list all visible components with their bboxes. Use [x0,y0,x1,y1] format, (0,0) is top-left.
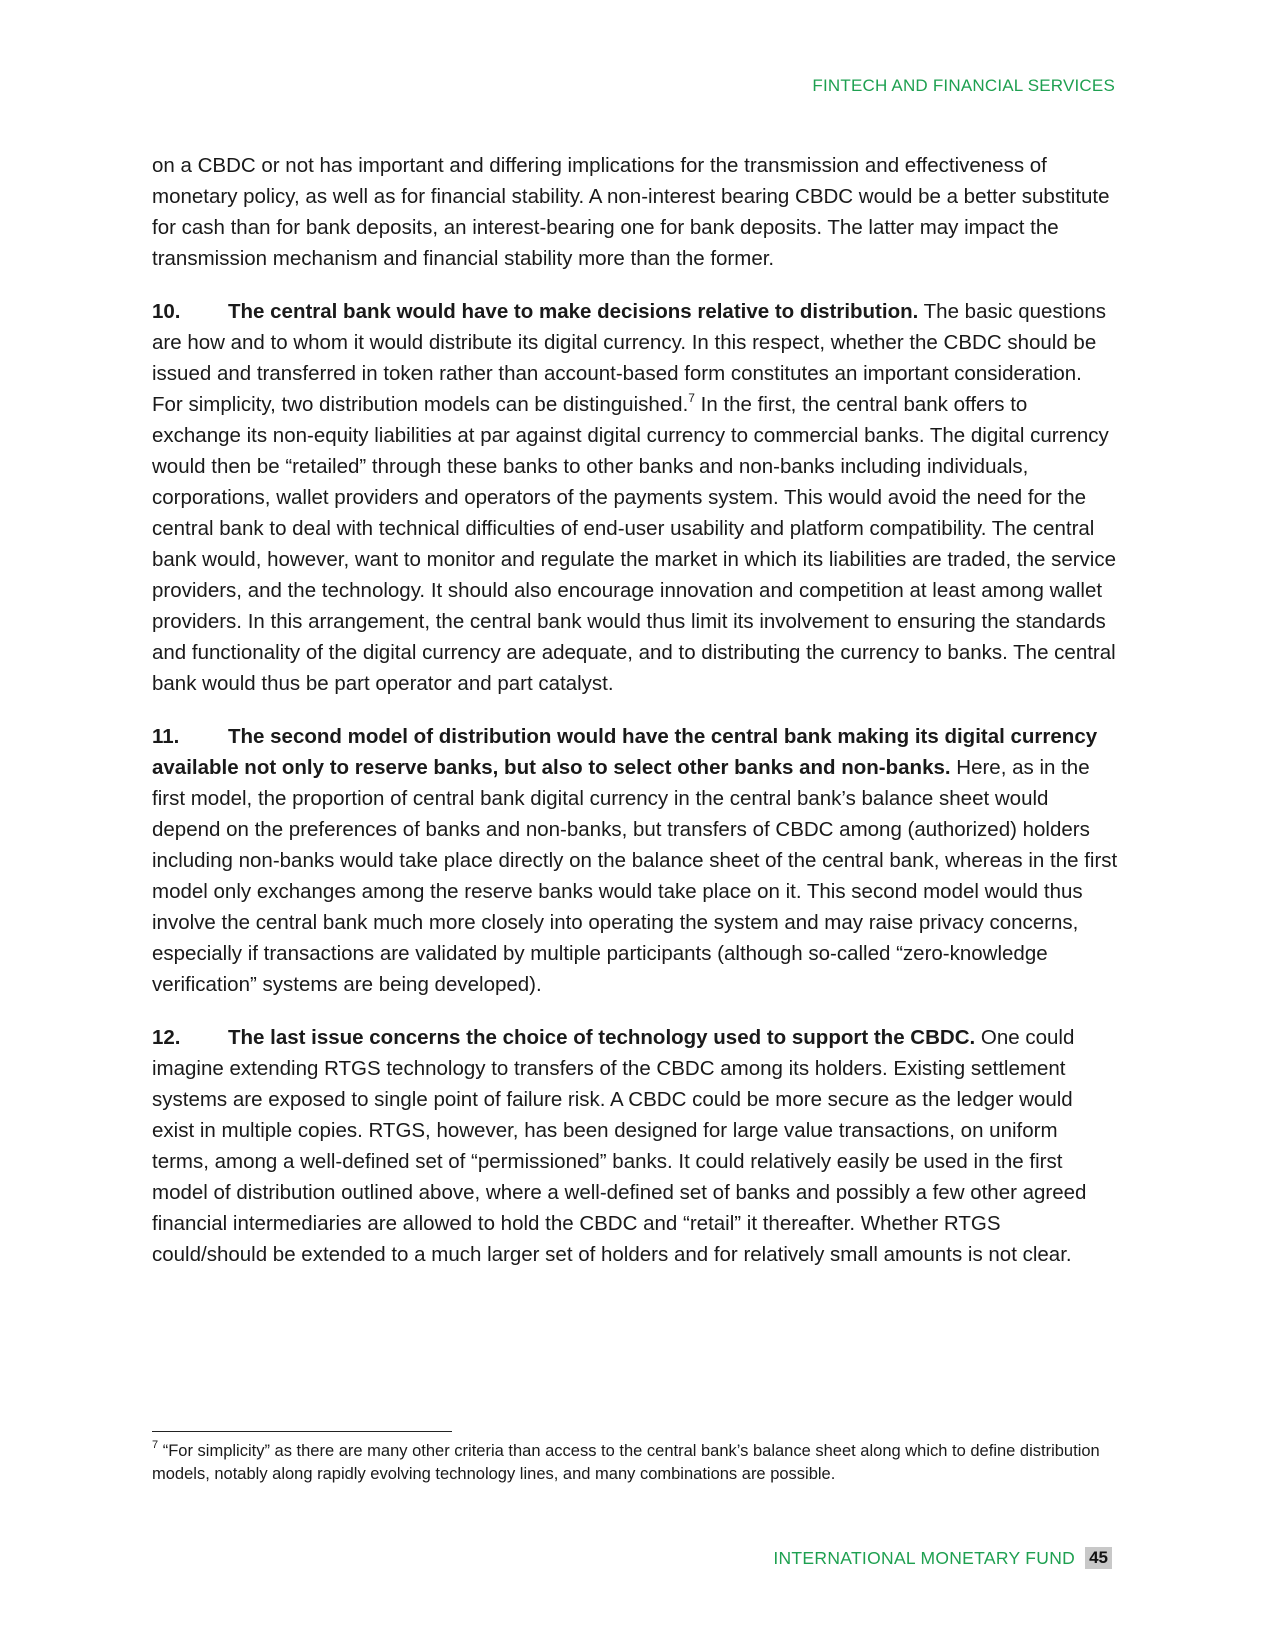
paragraph-lead: The central bank would have to make decisions relative to distribution. [228,300,919,323]
paragraph-lead: The last issue concerns the choice of technology used to support the CBDC. [228,1026,976,1049]
paragraph-text: In the first, the central bank offers to exchange its non-equity liabilities at par against digital currency to commercial banks. The digital currency would then be “retailed” through these banks to other banks and non-banks including individuals, corporations, wallet providers and operators of the payments system. This would avoid the need for the central bank to deal with technical difficulties of end-user usability and platform compatibility. The central bank would, however, want to monitor and regulate the market in which its liabilities are traded, the service providers, and the technology. It should also encourage innovation and competition at least among wallet providers. In this arrangement, the central bank would thus limit its involvement to ensuring the standards and functionality of the digital currency are adequate, and to distributing the currency to banks. The central bank would thus be part operator and part catalyst. [152,393,1117,695]
footnote [152,1440,1118,1486]
paragraph-number: 10. [152,300,181,323]
page-number: 45 [1085,1547,1112,1569]
paragraph-number: 12. [152,1026,181,1049]
body-text [152,150,1118,1292]
footnote-text: “For simplicity” as there are many other criteria than access to the central bank’s balance sheet along which to define distribution models, notably along rapidly evolving technology lines, and many combinations are possible. [152,1442,1100,1483]
running-header: FINTECH AND FINANCIAL SERVICES [812,76,1115,95]
paragraph-text: on a CBDC or not has important and differing implications for the transmission and effectiveness of monetary policy, as well as for financial stability. A non-interest bearing CBDC would be a better substitute for cash than for bank deposits, an interest-bearing one for bank deposits. The latter may impact the transmission mechanism and financial stability more than the former. [152,154,1110,270]
footnote-reference[interactable]: 7 [688,391,695,406]
footnote-divider [152,1431,452,1432]
paragraph-continuation [152,150,1118,274]
paragraph-12 [152,1022,1118,1270]
paragraph-10 [152,296,1118,699]
paragraph-text: Here, as in the first model, the proportion of central bank digital currency in the central bank’s balance sheet would depend on the preferences of banks and non-banks, but transfers of CBDC among (authorized) holders including non-banks would take place directly on the balance sheet of the central bank, whereas in the first model only exchanges among the reserve banks would take place on it. This second model would thus involve the central bank much more closely into operating the system and may raise privacy concerns, especially if transactions are validated by multiple participants (although so-called “zero-knowledge verification” systems are being developed). [152,756,1118,996]
page-footer [773,1547,1112,1569]
footnote-marker: 7 [152,1438,159,1451]
paragraph-number: 11. [152,725,180,748]
paragraph-text: The basic questions are how and to whom it would distribute its digital currency. In this respect, whether the CBDC should be issued and transferred in token rather than account-based form constitutes an important consideration. For simplicity, two distribution models can be distinguished. [152,300,1106,416]
paragraph-lead: The second model of distribution would have the central bank making its digital currency available not only to reserve banks, but also to select other banks and non-banks. [152,725,1098,779]
paragraph-text: One could imagine extending RTGS technology to transfers of the CBDC among its holders. Existing settlement systems are exposed to single point of failure risk. A CBDC could be more secure as the ledger would exist in multiple copies. RTGS, however, has been designed for large value transactions, on uniform terms, among a well-defined set of “permissioned” banks. It could relatively easily be used in the first model of distribution outlined above, where a well-defined set of banks and possibly a few other agreed financial intermediaries are allowed to hold the CBDC and “retail” it thereafter. Whether RTGS could/should be extended to a much larger set of holders and for relatively small amounts is not clear. [152,1026,1087,1266]
footer-organization: INTERNATIONAL MONETARY FUND [773,1547,1076,1568]
paragraph-11 [152,721,1118,1000]
